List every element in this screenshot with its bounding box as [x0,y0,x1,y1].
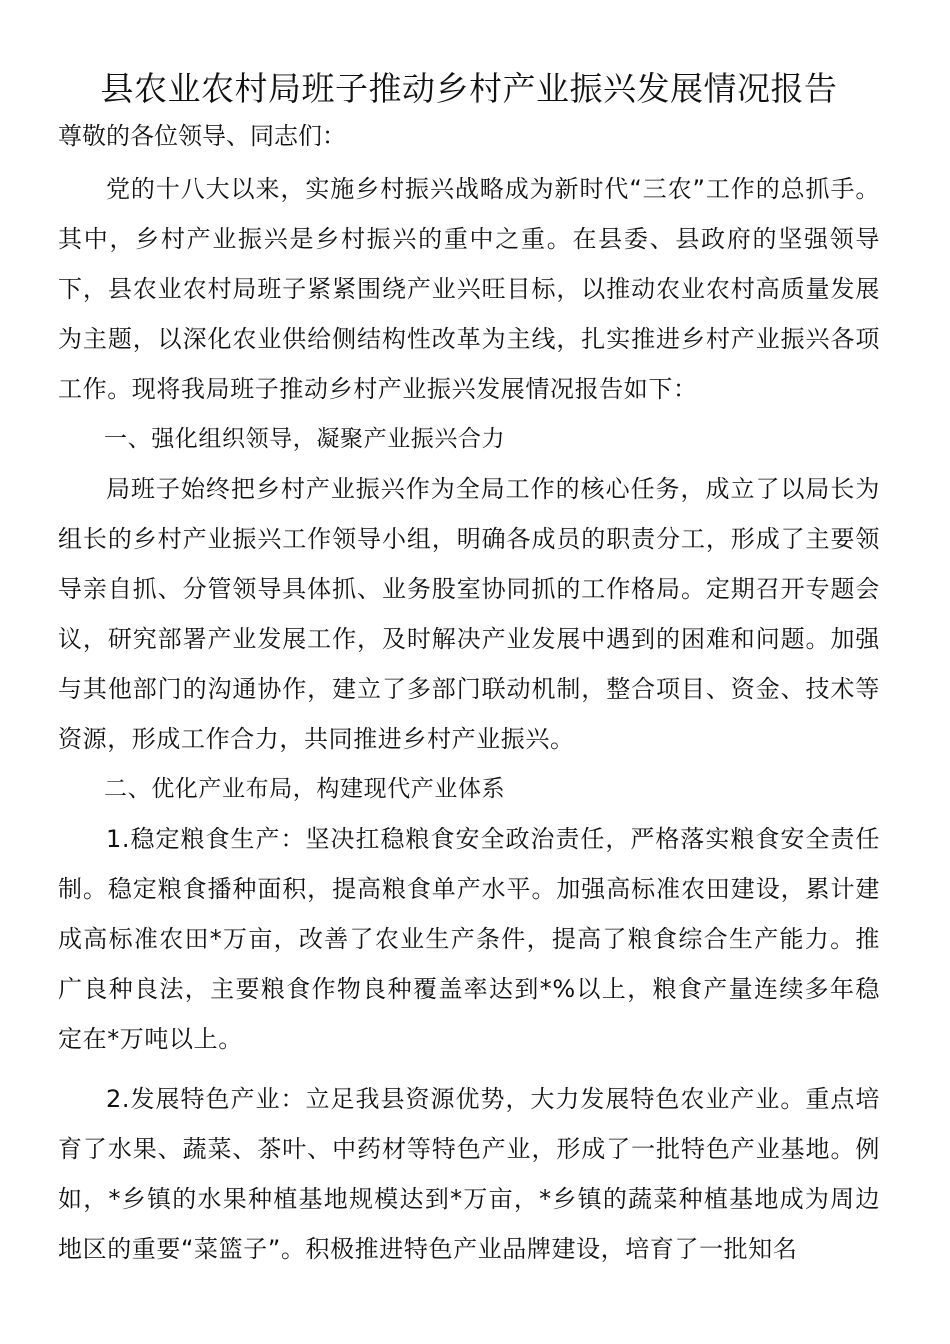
section-2-heading: 二、优化产业布局，构建现代产业体系 [104,776,506,802]
section-2-item-2: 2.发展特色产业：立足我县资源优势，大力发展特色农业产业。重点培育了水果、蔬菜、茶叶、中药材等特色产业，形成了一批特色产业基地。例如，*乡镇的水果种植基地规模达到*万亩，*乡镇的蔬菜种植基地成为周边地区的重要“菜篮子”。积极推进特色产业品牌建设，培育了一批知名 [58,1085,880,1263]
intro-paragraph: 党的十八大以来，实施乡村振兴战略成为新时代“三农”工作的总抓手。其中，乡村产业振兴是乡村振兴的重中之重。在县委、县政府的坚强领导下，县农业农村局班子紧紧围绕产业兴旺目标，以推动农业农村高质量发展为主题，以深化农业供给侧结构性改革为主线，扎实推进乡村产业振兴各项工作。现将我局班子推动乡村产业振兴发展情况报告如下： [58,175,880,403]
section-1-body: 局班子始终把乡村产业振兴作为全局工作的核心任务，成立了以局长为组长的乡村产业振兴工作领导小组，明确各成员的职责分工，形成了主要领导亲自抓、分管领导具体抓、业务股室协同抓的工作格局。定期召开专题会议，研究部署产业发展工作，及时解决产业发展中遇到的困难和问题。加强与其他部门的沟通协作，建立了多部门联动机制，整合项目、资金、技术等资源，形成工作合力，共同推进乡村产业振兴。 [58,475,880,753]
salutation: 尊敬的各位领导、同志们： [58,122,346,150]
document-title: 县农业农村局班子推动乡村产业振兴发展情况报告 [100,69,838,108]
section-1-heading: 一、强化组织领导，凝聚产业振兴合力 [104,426,506,452]
section-2-item-1: 1.稳定粮食生产：坚决扛稳粮食安全政治责任，严格落实粮食安全责任制。稳定粮食播种面积，提高粮食单产水平。加强高标准农田建设，累计建成高标准农田*万亩，改善了农业生产条件，提高了粮食综合生产能力。推广良种良法，主要粮食作物良种覆盖率达到*%以上，粮食产量连续多年稳定在*万吨以上。 [58,825,880,1053]
paragraph-gap [58,1064,880,1074]
